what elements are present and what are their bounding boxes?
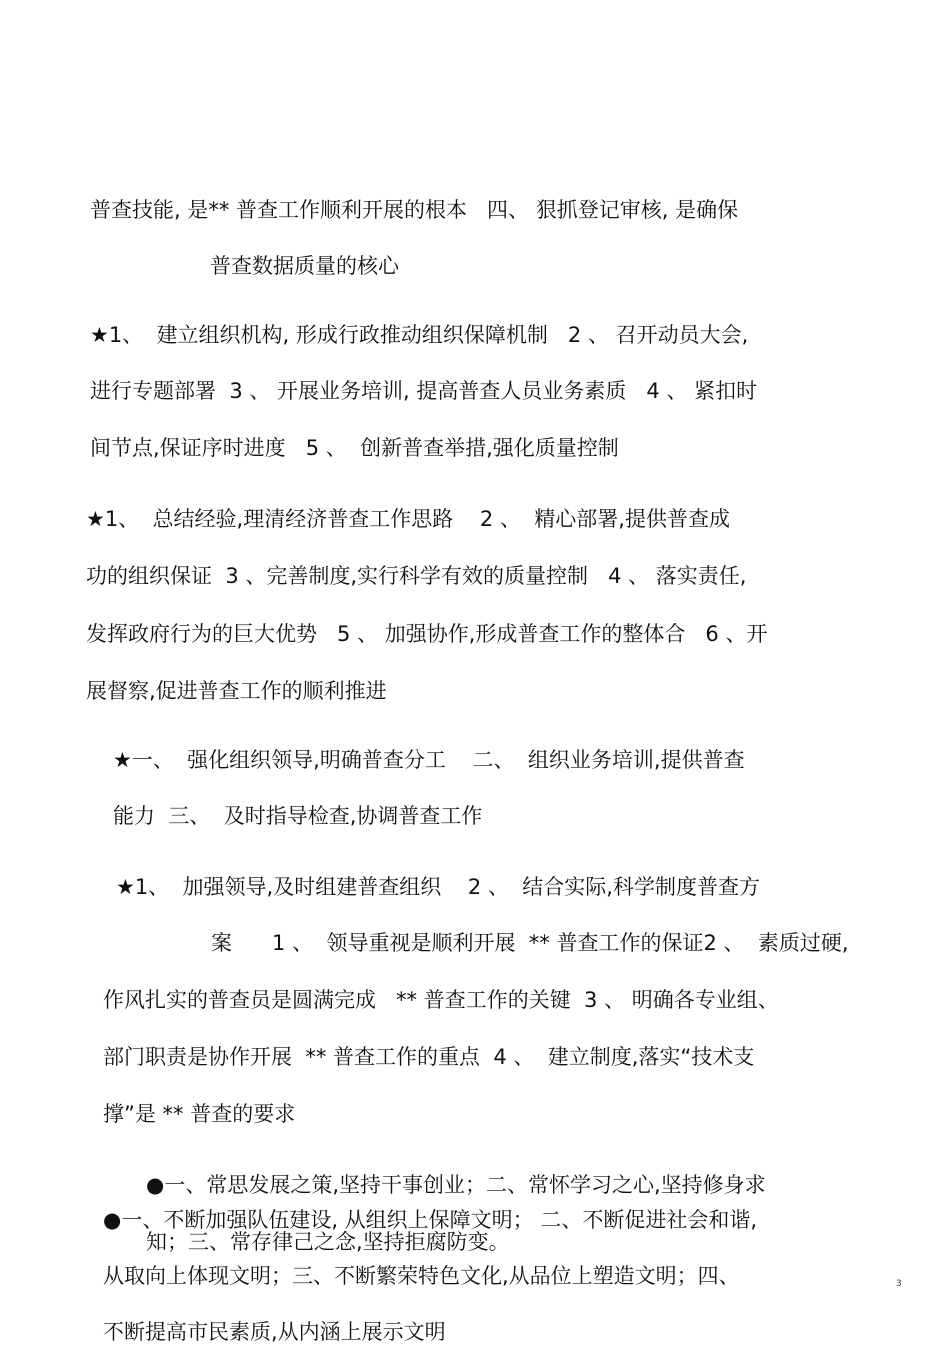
text-line-13: 案 1 、 领导重视是顺利开展 ** 普查工作的保证2 、 素质过硬, xyxy=(211,931,849,955)
text-line-18: ●一、不断加强队伍建设, 从组织上保障文明； 二、不断促进社会和谐, xyxy=(103,1208,758,1232)
text-line-3: ★1、 建立组织机构, 形成行政推动组织保障机制 2 、 召开动员大会, xyxy=(90,323,749,347)
text-line-7: 功的组织保证 3 、完善制度,实行科学有效的质量控制 4 、 落实责任, xyxy=(86,564,747,588)
text-line-20: 从取向上体现文明；三、不断繁荣特色文化,从品位上塑造文明；四、 xyxy=(103,1264,740,1288)
text-line-6: ★1、 总结经验,理清经济普查工作思路 2 、 精心部署,提供普查成 xyxy=(86,507,730,531)
text-line-9: 展督察,促进普查工作的顺利推进 xyxy=(86,679,387,703)
text-line-1: 普查技能, 是** 普查工作顺利开展的根本 四、 狠抓登记审核, 是确保 xyxy=(90,198,739,222)
text-line-21: 不断提高市民素质,从内涵上展示文明 xyxy=(103,1320,446,1344)
text-line-14: 作风扎实的普查员是圆满完成 ** 普查工作的关键 3 、 明确各专业组、 xyxy=(103,988,779,1012)
page-number: 3 xyxy=(896,1279,902,1289)
text-line-10: ★一、 强化组织领导,明确普查分工 二、 组织业务培训,提供普查 xyxy=(113,748,745,772)
text-line-12: ★1、 加强领导,及时组建普查组织 2 、 结合实际,科学制度普查方 xyxy=(116,875,760,899)
text-line-4: 进行专题部署 3 、 开展业务培训, 提高普查人员业务素质 4 、 紧扣时 xyxy=(90,379,758,403)
text-line-16: 撑”是 ** 普查的要求 xyxy=(103,1102,296,1126)
text-line-8: 发挥政府行为的巨大优势 5 、 加强协作,形成普查工作的整体合 6 、开 xyxy=(86,622,768,646)
text-line-19: 知；三、常存律己之念,坚持拒腐防变。 xyxy=(146,1230,510,1254)
text-line-15: 部门职责是协作开展 ** 普查工作的重点 4 、 建立制度,落实“技术支 xyxy=(103,1045,755,1069)
text-line-17: ●一、常思发展之策,坚持干事创业；二、常怀学习之心,坚持修身求 xyxy=(146,1173,766,1197)
text-line-11: 能力 三、 及时指导检查,协调普查工作 xyxy=(113,804,483,828)
text-line-2: 普查数据质量的核心 xyxy=(210,254,399,278)
text-line-5: 间节点,保证序时进度 5 、 创新普查举措,强化质量控制 xyxy=(90,436,619,460)
